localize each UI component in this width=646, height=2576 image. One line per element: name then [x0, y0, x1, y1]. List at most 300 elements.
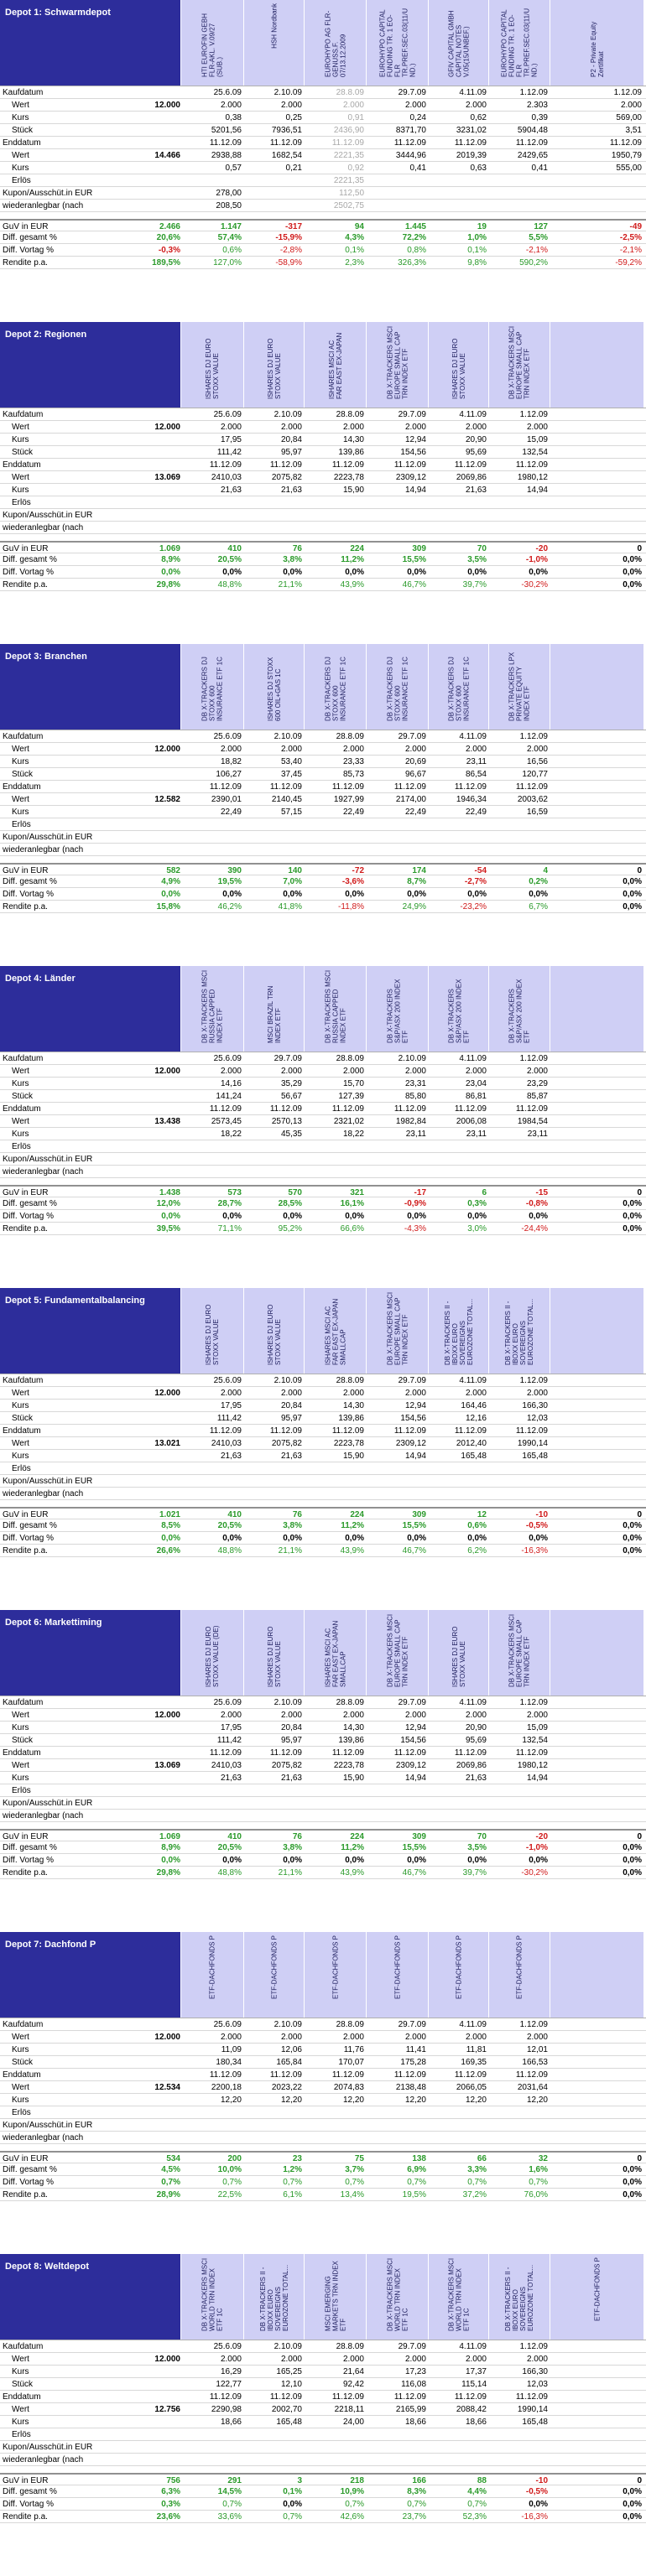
table-cell: 28.8.09 — [336, 1376, 364, 1385]
table-cell: 11.12.09 — [393, 2392, 426, 2402]
column-header-label: DB X-TRACKERS MSCI EUROPE SMALL CAP TRN INDEX ETF — [386, 325, 409, 399]
table-cell: 24,00 — [342, 2418, 364, 2427]
table-cell: 11.12.09 — [209, 138, 242, 148]
table-cell: 7936,51 — [271, 126, 302, 135]
table-row — [0, 1115, 646, 1128]
table-row — [0, 541, 646, 553]
column-header-label: DB X-TRACKERS MSCI RUSSIA CAPPED INDEX ETF — [324, 969, 346, 1043]
column-header — [243, 2254, 304, 2340]
table-cell: 0,0% — [345, 1534, 364, 1543]
table-cell: 590,2% — [519, 258, 548, 267]
table-row — [0, 1507, 646, 1519]
row-label: Erlös — [12, 2430, 31, 2439]
table-row — [0, 1400, 646, 1412]
table-row — [0, 124, 646, 137]
table-row — [0, 1545, 646, 1557]
row-label: Stück — [12, 2058, 34, 2067]
table-cell: 28.8.09 — [336, 88, 364, 97]
table-row — [0, 2391, 646, 2403]
row-total: 0,0% — [161, 1212, 180, 1221]
table-cell: -72 — [352, 866, 364, 875]
table-cell: 166,30 — [522, 2367, 548, 2376]
table-row — [0, 1475, 646, 1488]
table-cell: 21,1% — [278, 580, 302, 589]
table-cell: 132,54 — [522, 1736, 548, 1745]
table-cell: 11.12.09 — [393, 1748, 426, 1758]
row-label: Kurs — [12, 1130, 29, 1139]
table-cell: 2938,88 — [211, 151, 242, 160]
column-header — [180, 966, 243, 1052]
table-cell: 0,3% — [467, 1199, 487, 1208]
table-cell: -1,0% — [525, 555, 548, 564]
table-cell: 0,7% — [283, 2178, 302, 2187]
row-label: wiederanlegbar (nach — [3, 845, 84, 854]
table-cell: 17,95 — [220, 1723, 242, 1732]
table-cell: 0,6% — [467, 1521, 487, 1530]
table-row — [0, 806, 646, 818]
table-row — [0, 2473, 646, 2485]
column-header — [428, 644, 488, 730]
table-cell: 2088,42 — [456, 2405, 487, 2414]
table-cell: 2.000 — [280, 2033, 302, 2042]
table-row — [0, 1374, 646, 1387]
table-cell: 25.6.09 — [213, 732, 242, 741]
column-header — [488, 1932, 550, 2018]
row-label: Kupon/Ausschüt.in EUR — [3, 833, 93, 842]
row-label: Kurs — [12, 1079, 29, 1088]
column-header-label: GFIV CAPITAL GMBH CAPITAL NOTES V.05(15/UNBEF.) — [447, 10, 470, 77]
table-cell: 0,0% — [283, 2500, 302, 2509]
table-row — [0, 1734, 646, 1747]
table-cell: 0,0% — [623, 890, 642, 899]
table-cell: 0,0% — [222, 1212, 242, 1221]
table-cell: 25.6.09 — [213, 1054, 242, 1063]
depot-title: Depot 5: Fundamentalbalancing — [0, 1288, 180, 1374]
depot-title: Depot 6: Markettiming — [0, 1610, 180, 1696]
depot-5 — [0, 1288, 646, 1610]
table-cell: 1982,84 — [395, 1117, 426, 1126]
row-label: Kaufdatum — [3, 88, 44, 97]
table-cell: 2.000 — [404, 745, 426, 754]
table-cell: 0,0% — [467, 1856, 487, 1865]
table-cell: 224 — [350, 1832, 364, 1841]
table-cell: 2031,64 — [517, 2083, 548, 2092]
table-cell: 2290,98 — [211, 2405, 242, 2414]
row-label: Kaufdatum — [3, 2020, 44, 2029]
table-cell: 11.12.09 — [515, 138, 548, 148]
table-cell: 11.12.09 — [393, 2070, 426, 2080]
table-cell: 0,6% — [222, 246, 242, 255]
table-cell: 0,1% — [467, 246, 487, 255]
table-cell: 2.000 — [526, 423, 548, 432]
table-cell: 12,20 — [342, 2096, 364, 2105]
row-label: Enddatum — [3, 2070, 41, 2080]
table-cell: 11.12.09 — [269, 138, 302, 148]
table-cell: 11,2% — [341, 1521, 364, 1530]
table-cell: 48,8% — [217, 1546, 242, 1555]
table-cell: 2.000 — [220, 101, 242, 110]
table-cell: 116,08 — [401, 2380, 426, 2389]
table-cell: 19 — [477, 222, 487, 231]
table-cell: 3,51 — [625, 126, 642, 135]
table-cell: 309 — [412, 1510, 426, 1519]
column-header — [550, 322, 643, 408]
table-cell: 2200,18 — [211, 2083, 242, 2092]
table-row — [0, 2176, 646, 2189]
row-label: wiederanlegbar (nach — [3, 1167, 84, 1176]
table-row — [0, 1128, 646, 1140]
table-cell: 21,63 — [220, 1452, 242, 1461]
table-cell: 1,2% — [283, 2165, 302, 2174]
table-cell: 20,69 — [404, 757, 426, 766]
table-cell: 0 — [637, 2476, 642, 2485]
table-cell: 165,84 — [276, 2058, 302, 2067]
table-cell: 8,7% — [407, 877, 426, 886]
table-cell: 4,3% — [345, 233, 364, 242]
row-label: GuV in EUR — [3, 866, 49, 875]
table-cell: 2.000 — [280, 423, 302, 432]
table-cell: 0,0% — [623, 2487, 642, 2496]
table-cell: 94 — [354, 222, 364, 231]
table-cell: 1,6% — [529, 2165, 548, 2174]
table-cell: 11.12.09 — [331, 2392, 364, 2402]
table-cell: -30,2% — [521, 1868, 548, 1877]
table-cell: 14,30 — [342, 1723, 364, 1732]
table-row — [0, 579, 646, 591]
table-cell: 2.000 — [280, 2355, 302, 2364]
table-row — [0, 2069, 646, 2081]
table-row — [0, 901, 646, 913]
column-header-label: ISHARES DJ STOXX 600 OIL+GAS 1C — [266, 657, 282, 721]
row-label: Kaufdatum — [3, 732, 44, 741]
table-cell: 0,0% — [222, 1534, 242, 1543]
table-cell: 2410,03 — [211, 473, 242, 482]
table-row — [0, 2056, 646, 2069]
table-cell: 12 — [477, 1510, 487, 1519]
depot-3 — [0, 644, 646, 966]
row-total: 0,0% — [161, 1856, 180, 1865]
depot-title: Depot 8: Weltdepot — [0, 2254, 180, 2340]
table-cell: 0,7% — [283, 2512, 302, 2521]
table-cell: 175,28 — [400, 2058, 426, 2067]
table-cell: 224 — [350, 544, 364, 553]
row-label: GuV in EUR — [3, 1510, 49, 1519]
table-cell: 12,03 — [526, 2380, 548, 2389]
row-label: Kurs — [12, 486, 29, 495]
table-cell: 139,86 — [338, 1736, 364, 1745]
table-cell: 0,0% — [345, 568, 364, 577]
table-cell: 70 — [477, 1832, 487, 1841]
table-cell: 2.000 — [404, 2033, 426, 2042]
table-cell: 2221,35 — [333, 176, 364, 185]
table-cell: 43,9% — [340, 1868, 364, 1877]
table-cell: 21,1% — [278, 1546, 302, 1555]
column-header — [428, 0, 488, 86]
table-cell: -2,1% — [525, 246, 548, 255]
row-total: 29,8% — [156, 580, 180, 589]
row-total: 12.582 — [154, 795, 180, 804]
table-cell: 21,63 — [280, 1774, 302, 1783]
row-label: Rendite p.a. — [3, 1546, 48, 1555]
table-cell: 208,50 — [216, 201, 242, 210]
table-cell: 2223,78 — [333, 1761, 364, 1770]
row-label: Wert — [12, 795, 29, 804]
table-cell: 2.10.09 — [274, 88, 302, 97]
column-header-label: DB X-TRACKERS S&P/ASX 200 INDEX ETF — [447, 979, 470, 1043]
table-cell: 11.12.09 — [609, 138, 642, 148]
row-label: Diff. Vortag % — [3, 568, 54, 577]
row-label: Kurs — [12, 2418, 29, 2427]
table-cell: 0,0% — [407, 568, 426, 577]
table-cell: 11.12.09 — [454, 460, 487, 470]
table-cell: -0,5% — [525, 2487, 548, 2496]
table-cell: 278,00 — [216, 189, 242, 198]
column-header — [488, 0, 550, 86]
table-cell: 11,2% — [341, 555, 364, 564]
column-header — [428, 1288, 488, 1374]
column-header — [304, 966, 366, 1052]
row-total: 189,5% — [152, 258, 180, 267]
table-cell: 39,7% — [462, 580, 487, 589]
row-label: GuV in EUR — [3, 2476, 49, 2485]
table-cell: -49 — [629, 222, 642, 231]
table-cell: 111,42 — [216, 448, 242, 457]
table-cell: 0,0% — [623, 1534, 642, 1543]
table-row — [0, 730, 646, 743]
table-cell: -0,5% — [525, 1521, 548, 1530]
table-cell: 0,0% — [623, 2190, 642, 2199]
table-cell: 15,70 — [342, 1079, 364, 1088]
table-row — [0, 446, 646, 459]
table-cell: 11.12.09 — [209, 1104, 242, 1114]
column-header — [550, 1610, 643, 1696]
table-cell: 18,22 — [342, 1130, 364, 1139]
table-cell: 24,9% — [402, 902, 426, 911]
table-cell: -20 — [535, 1832, 548, 1841]
table-cell: 3,0% — [467, 1224, 487, 1233]
row-label: wiederanlegbar (nach — [3, 1811, 84, 1820]
depot-header — [0, 1932, 646, 2018]
table-cell: 28.8.09 — [336, 410, 364, 419]
table-cell: 14,94 — [404, 1452, 426, 1461]
table-cell: 14,30 — [342, 435, 364, 444]
table-cell: 0,0% — [529, 1856, 548, 1865]
table-cell: 1.12.09 — [519, 2020, 548, 2029]
table-cell: 0,0% — [623, 1868, 642, 1877]
row-label: Erlös — [12, 1464, 31, 1473]
table-cell: 2218,11 — [334, 2405, 364, 2414]
table-cell: 2.000 — [220, 745, 242, 754]
table-cell: 11.12.09 — [515, 1748, 548, 1758]
table-row — [0, 566, 646, 579]
table-cell: 410 — [227, 1510, 242, 1519]
table-cell: 111,42 — [216, 1736, 242, 1745]
table-cell: 2.000 — [342, 1067, 364, 1076]
table-cell: 2002,70 — [271, 2405, 302, 2414]
column-header — [550, 0, 643, 86]
table-cell: 76 — [292, 1510, 302, 1519]
table-cell: 11.12.09 — [331, 1104, 364, 1114]
row-total: 13.069 — [154, 473, 180, 482]
table-cell: 224 — [350, 1510, 364, 1519]
row-label: Enddatum — [3, 2392, 41, 2402]
table-cell: 410 — [227, 1832, 242, 1841]
row-label: Stück — [12, 1414, 34, 1423]
table-cell: 127,39 — [338, 1092, 364, 1101]
table-cell: 96,67 — [404, 770, 426, 779]
row-label: Diff. gesamt % — [3, 1843, 57, 1852]
table-cell: 309 — [412, 1832, 426, 1841]
table-cell: 112,50 — [339, 189, 364, 198]
table-cell: -3,6% — [341, 877, 364, 886]
row-total: 8,9% — [161, 555, 180, 564]
table-cell: 11.12.09 — [209, 2070, 242, 2080]
table-cell: 22,5% — [217, 2190, 242, 2199]
table-cell: -23,2% — [460, 902, 487, 911]
table-cell: 20,84 — [280, 435, 302, 444]
table-cell: 14,16 — [220, 1079, 242, 1088]
table-cell: 2570,13 — [271, 1117, 302, 1126]
column-header-label: EUROHYPO AG FLR-GENUSS.F. 07/13.12.2009 — [324, 10, 346, 77]
table-row — [0, 1425, 646, 1437]
table-cell: 29.7.09 — [398, 1698, 426, 1707]
table-row — [0, 1696, 646, 1709]
table-cell: 17,95 — [220, 1401, 242, 1410]
row-label: Kurs — [12, 808, 29, 817]
table-cell: 0,0% — [623, 2500, 642, 2509]
table-cell: 4.11.09 — [459, 1698, 487, 1707]
table-row — [0, 2353, 646, 2366]
table-cell: 86,54 — [465, 770, 487, 779]
table-cell: 14,94 — [404, 1774, 426, 1783]
table-cell: 0,21 — [285, 164, 302, 173]
row-total: 0,7% — [161, 2178, 180, 2187]
table-cell: 555,00 — [616, 164, 642, 173]
table-cell: -2,1% — [619, 246, 642, 255]
table-cell: 6,2% — [467, 1546, 487, 1555]
column-header-label: ISHARES DJ EURO STOXX VALUE — [266, 338, 282, 399]
table-row — [0, 2163, 646, 2176]
table-row — [0, 1867, 646, 1879]
row-total: 0,0% — [161, 568, 180, 577]
table-cell: 0,24 — [409, 113, 426, 122]
table-cell: 6 — [482, 1188, 487, 1197]
table-cell: 2.000 — [404, 1067, 426, 1076]
table-cell: 1990,14 — [517, 1439, 548, 1448]
row-label: Kupon/Ausschüt.in EUR — [3, 1799, 93, 1808]
table-cell: 2,3% — [345, 258, 364, 267]
table-cell: 0,92 — [347, 164, 364, 173]
table-cell: 2075,82 — [271, 1439, 302, 1448]
row-label: Wert — [12, 2033, 29, 2042]
depot-title: Depot 4: Länder — [0, 966, 180, 1052]
table-cell: 11.12.09 — [454, 2392, 487, 2402]
row-label: Wert — [12, 1439, 29, 1448]
table-cell: 95,97 — [280, 448, 302, 457]
table-row — [0, 99, 646, 112]
table-cell: 11.12.09 — [393, 138, 426, 148]
row-label: Diff. gesamt % — [3, 1521, 57, 1530]
column-header-label: MSCI EMERGING MARKETS TRN INDEX ETF — [324, 2261, 346, 2331]
table-cell: 0,41 — [409, 164, 426, 173]
row-label: Diff. Vortag % — [3, 1534, 54, 1543]
table-cell: -16,3% — [521, 1546, 548, 1555]
row-total: 12.000 — [154, 1067, 180, 1076]
row-label: Wert — [12, 1117, 29, 1126]
table-cell: 12,94 — [404, 1401, 426, 1410]
row-total: 39,5% — [156, 1224, 180, 1233]
row-label: Kupon/Ausschüt.in EUR — [3, 1155, 93, 1164]
table-cell: 127 — [534, 222, 548, 231]
table-cell: 0,7% — [407, 2500, 426, 2509]
table-cell: 0,0% — [467, 890, 487, 899]
table-cell: 0,0% — [623, 1546, 642, 1555]
table-cell: 29.7.09 — [398, 1376, 426, 1385]
row-total: 2.466 — [159, 222, 180, 231]
table-cell: 17,95 — [220, 435, 242, 444]
table-cell: 0,0% — [529, 890, 548, 899]
table-cell: 2.000 — [526, 745, 548, 754]
table-cell: 2.000 — [465, 423, 487, 432]
table-cell: 3231,02 — [456, 126, 487, 135]
column-header-label: EUROHYPO CAPITAL FUNDING TR. 1 EO-FLR TR.PREF.SEC.03(11/U ND.) — [378, 8, 416, 77]
table-cell: 2003,62 — [517, 795, 548, 804]
table-cell: 76,0% — [524, 2190, 548, 2199]
table-cell: -24,4% — [521, 1224, 548, 1233]
table-row — [0, 2428, 646, 2441]
column-header-label: ISHARES DJ EURO STOXX VALUE (DE) — [205, 1625, 220, 1687]
table-cell: 20,5% — [217, 1521, 242, 1530]
table-row — [0, 2081, 646, 2094]
depot-header — [0, 644, 646, 730]
column-header-label: DB X-TRACKERS MSCI EUROPE SMALL CAP TRN INDEX ETF — [386, 1291, 409, 1365]
table-cell: 0,0% — [623, 2178, 642, 2187]
table-cell: 15,90 — [342, 486, 364, 495]
row-total: 12.000 — [154, 1711, 180, 1720]
table-cell: 11.12.09 — [269, 1426, 302, 1436]
table-cell: 57,15 — [280, 808, 302, 817]
table-cell: 0,0% — [222, 1856, 242, 1865]
table-cell: 4.11.09 — [459, 1054, 487, 1063]
row-label: Kupon/Ausschüt.in EUR — [3, 511, 93, 520]
table-row — [0, 1841, 646, 1854]
table-row — [0, 231, 646, 244]
row-label: Kupon/Ausschüt.in EUR — [3, 1477, 93, 1486]
table-cell: 11.12.09 — [269, 782, 302, 792]
column-header — [180, 644, 243, 730]
column-header — [366, 644, 428, 730]
row-label: Wert — [12, 745, 29, 754]
row-label: Wert — [12, 473, 29, 482]
table-cell: 2069,86 — [456, 473, 487, 482]
table-cell: 5201,56 — [211, 126, 242, 135]
table-cell: 11,81 — [466, 2045, 487, 2054]
table-cell: 25.6.09 — [213, 410, 242, 419]
row-label: Rendite p.a. — [3, 902, 48, 911]
table-cell: 2223,78 — [333, 1439, 364, 1448]
depot-7 — [0, 1932, 646, 2254]
table-cell: 0,0% — [345, 1856, 364, 1865]
table-cell: 0,7% — [345, 2178, 364, 2187]
table-cell: 37,2% — [462, 2190, 487, 2199]
table-cell: 4.11.09 — [459, 2020, 487, 2029]
table-cell: 4.11.09 — [459, 88, 487, 97]
column-header-label: ISHARES DJ EURO STOXX VALUE — [205, 1304, 220, 1365]
table-cell: 218 — [350, 2476, 364, 2485]
row-label: GuV in EUR — [3, 1188, 49, 1197]
table-cell: 165,48 — [522, 2418, 548, 2427]
table-cell: 46,7% — [402, 1868, 426, 1877]
